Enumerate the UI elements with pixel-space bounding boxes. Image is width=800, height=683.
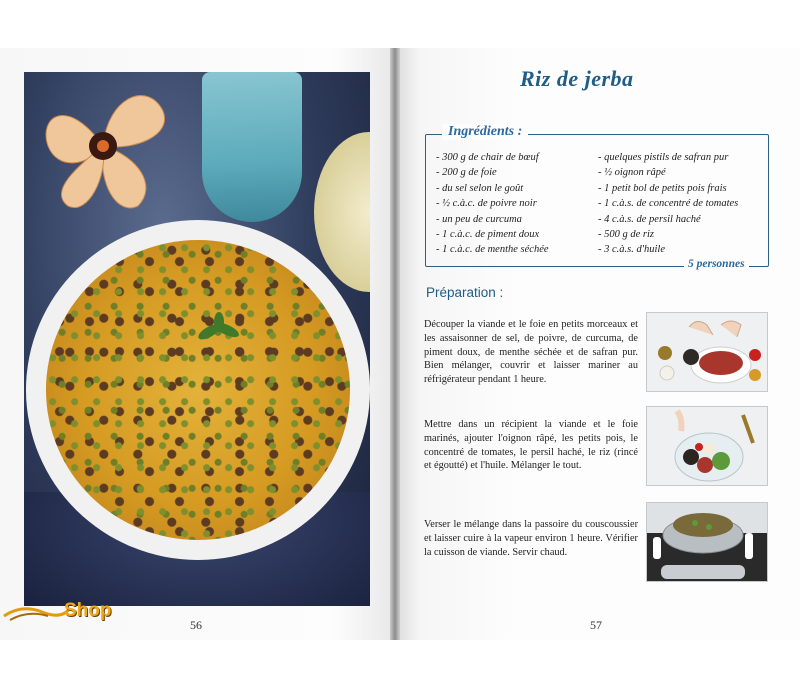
flower-icon [28,76,178,216]
servings-label: 5 personnes [684,258,749,270]
ingredient-item: - 1 c.à.c. de menthe séchée [436,244,549,256]
ingredients-list-left [436,150,549,258]
rice-pilaf [46,240,350,540]
ingredient-item: - un peu de curcuma [436,213,522,225]
ingredient-item: - du sel selon le goût [436,182,524,194]
ingredient-item: - 300 g de chair de bœuf [436,152,539,163]
ingredient-item: - 3 c.à.s. d'huile [598,244,665,256]
mixing-illustration [647,407,768,486]
dish-photo [24,72,370,606]
marinade-illustration [647,313,768,392]
ingredient-item: - 1 c.à.c. de piment doux [436,229,540,241]
step-photo-mixing [646,406,768,486]
ingredient-item: - 200 g de foie [436,167,497,179]
preparation-step: Verser le mélange dans la passoire du couscoussier et laisser cuire à la vapeur environ 1 heure. Vérifier la cuisson de viande. Servir chaud. [424,519,638,558]
page-number-right: 57 [590,618,602,632]
step-photo-marinade [646,312,768,392]
ingredient-item: - 4 c.à.s. de persil haché [598,213,701,225]
step-photo-couscoussier [646,502,768,582]
preparation-heading: Préparation : [426,285,504,300]
shop-logo [2,598,126,626]
ingredients-heading: Ingrédients : [442,124,528,140]
book-spine [390,48,400,640]
preparation-step: Découper la viande et le foie en petits morceaux et les assaisonner de sel, de poivre, de curcuma, de piment doux, de menthe séchée et de safran pur. Bien mélanger, couvrir et laisser mariner au réfrigérateur pendant 1 heure. [424,319,638,386]
swoosh-icon [2,602,72,622]
recipe-title: Riz de jerba [520,66,634,91]
ingredient-item: - ½ c.à.c. de poivre noir [436,198,537,210]
page-number-left: 56 [190,618,202,632]
ingredient-item: - 1 petit bol de petits pois frais [598,182,727,194]
preparation-step: Mettre dans un récipient la viande et le foie marinés, ajouter l'oignon râpé, les petits pois, le concentré de tomates, le persil haché, le riz (rincé et égoutté) et l'huile. Mélanger le tout. [424,419,638,472]
ingredients-list-right [598,150,738,258]
couscoussier-illustration [647,503,768,582]
photo-glass [202,72,302,222]
ingredient-item: - quelques pistils de safran pur [598,152,729,163]
herb-garnish-icon [194,312,244,352]
ingredient-item: - ½ oignon râpé [598,167,666,179]
ingredient-item: - 1 c.à.s. de concentré de tomates [598,198,739,210]
ingredient-item: - 500 g de riz [598,229,654,241]
photo-rice-bowl [314,132,370,292]
shop-logo-text: Shop [64,600,112,621]
